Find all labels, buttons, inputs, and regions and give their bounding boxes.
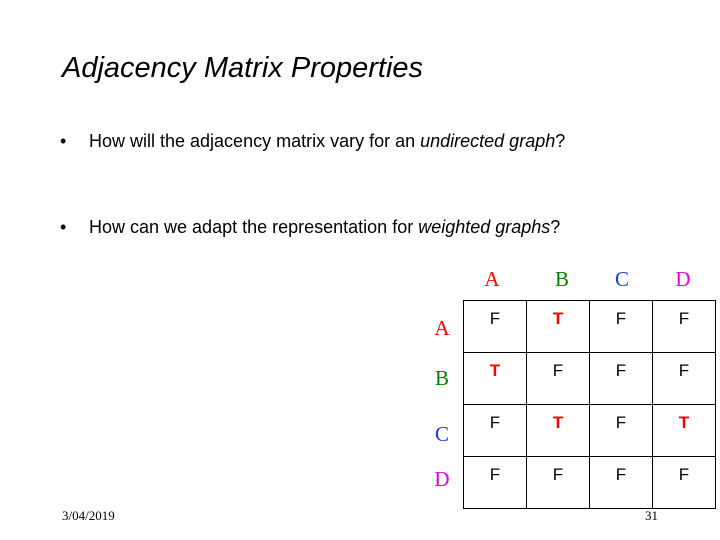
matrix-cell: T — [464, 353, 527, 405]
matrix-cell: F — [590, 301, 653, 353]
matrix-cell: F — [590, 353, 653, 405]
matrix-cell: T — [653, 405, 716, 457]
slide-page-number: 31 — [645, 508, 658, 523]
bullet-emphasis: weighted graphs — [418, 217, 551, 237]
bullet-text: How can we adapt the representation for — [89, 217, 419, 237]
slide-title: Adjacency Matrix Properties — [62, 52, 424, 84]
matrix-cell: F — [527, 353, 590, 405]
matrix-row-label-d: D — [434, 467, 450, 491]
bullet-icon: • — [60, 131, 67, 151]
matrix-cell: T — [527, 405, 590, 457]
matrix-row-label-a: A — [434, 316, 450, 340]
matrix-row-label-b: B — [434, 366, 449, 390]
matrix-row — [464, 457, 716, 509]
matrix-col-label-c: C — [614, 267, 629, 291]
bullet-text: How will the adjacency matrix vary for an — [89, 131, 421, 151]
bullet-text-end: ? — [555, 131, 566, 151]
adjacency-matrix — [463, 300, 716, 509]
matrix-row — [464, 353, 716, 405]
matrix-row — [464, 405, 716, 457]
matrix-col-label-a: A — [484, 267, 500, 291]
matrix-cell: F — [653, 301, 716, 353]
matrix-cell: F — [464, 301, 527, 353]
matrix-cell: F — [653, 353, 716, 405]
matrix-cell: F — [464, 405, 527, 457]
matrix-cell: T — [527, 301, 590, 353]
matrix-cell: F — [653, 457, 716, 509]
matrix-cell: F — [590, 457, 653, 509]
bullet-icon: • — [60, 217, 67, 237]
slide-date: 3/04/2019 — [62, 508, 115, 523]
matrix-col-label-d: D — [675, 267, 691, 291]
bullet-item-1 — [60, 131, 565, 152]
matrix-cell: F — [527, 457, 590, 509]
matrix-row — [464, 301, 716, 353]
matrix-cell: F — [590, 405, 653, 457]
bullet-item-2 — [60, 217, 560, 238]
bullet-emphasis: undirected graph — [420, 131, 556, 151]
matrix-cell: F — [464, 457, 527, 509]
matrix-col-label-b: B — [554, 267, 569, 291]
matrix-row-label-c: C — [434, 422, 449, 446]
bullet-text-end: ? — [550, 217, 561, 237]
